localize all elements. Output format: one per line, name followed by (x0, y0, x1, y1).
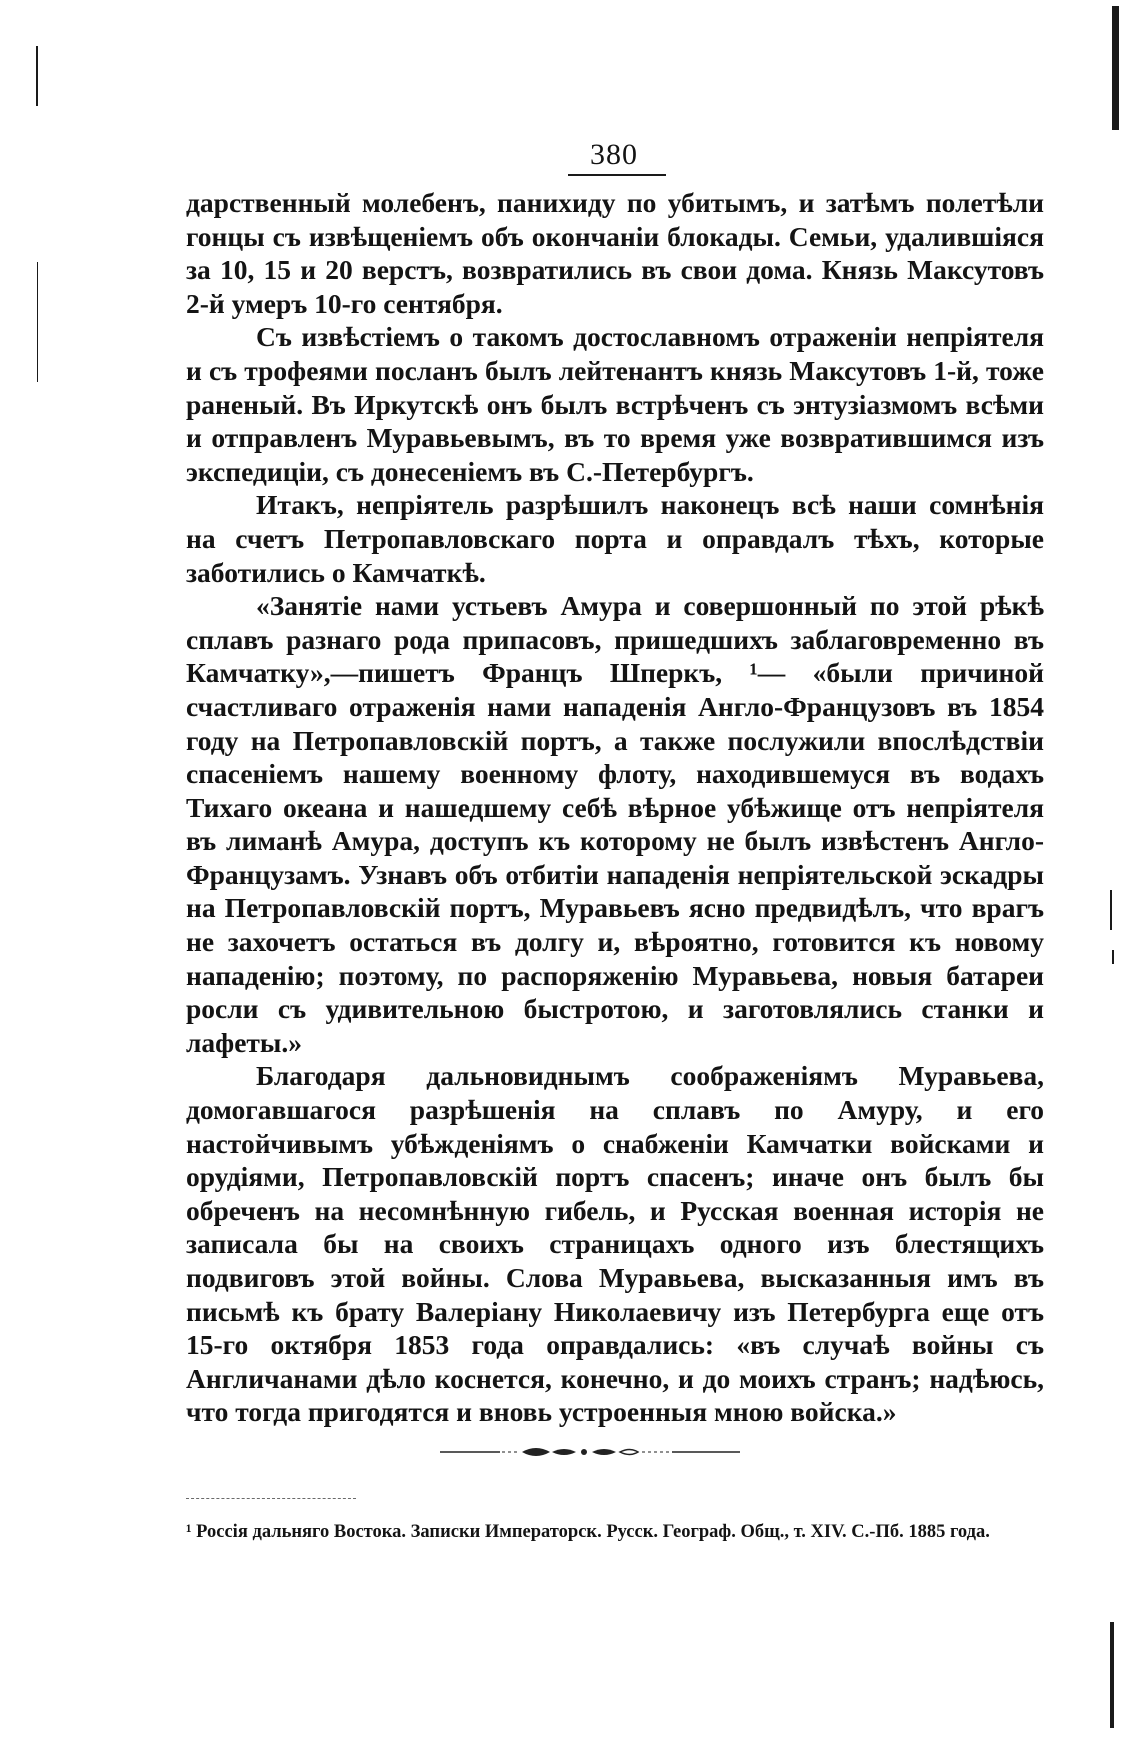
page-number-underline (568, 174, 666, 176)
paragraph-continuation: дарственный молебенъ, панихиду по убитымъ, и затѣмъ полетѣли гонцы съ извѣщеніемъ объ окончаніи блокады. Семьи, удалившіяся за 10, 15 и 20 верстъ, возвратились въ свои дома. Князь Максутовъ 2-й умеръ 10-го сентября. (186, 187, 1044, 319)
footnote-separator (186, 1498, 356, 1500)
paragraph: «Занятіе нами устьевъ Амура и совершонный по этой рѣкѣ сплавъ разнаго рода припасовъ, пришедшихъ заблаговременно въ Камчатку»,—пишетъ Францъ Шперкъ, ¹— «были причиной счастливаго отраженія нами нападенія Англо-Французовъ въ 1854 году на Петропавловскій портъ, а также послужили впослѣдствіи спасеніемъ нашему военному флоту, находившемуся въ водахъ Тихаго океана и нашедшему себѣ вѣрное убѣжище отъ непріятеля въ лиманѣ Амура, доступъ къ которому не былъ извѣстенъ Англо-Французамъ. Узнавъ объ отбитіи нападенія непріятельской эскадры на Петропавловскій портъ, Муравьевъ ясно предвидѣлъ, что врагъ не захочетъ остаться въ долгу и, вѣроятно, готовится къ новому нападенію; поэтому, по распоряженію Муравьева, новыя батареи росли съ удивительною быстротою, и заготовлялись станки и лафеты.» (186, 590, 1044, 1058)
scan-edge-mark-top-right (1112, 6, 1119, 130)
footnote: ¹ Россія дальняго Востока. Записки Императорск. Русск. Географ. Общ., т. XIV. С.-Пб. 1885 года. (186, 1522, 990, 1542)
main-text (186, 186, 1044, 1429)
scan-edge-mark-bottom-right (1110, 1622, 1114, 1728)
paragraph: Благодаря дальновиднымъ соображеніямъ Муравьева, домогавшагося разрѣшенія на сплавъ по Амуру, и его настойчивымъ убѣжденіямъ о снабженіи Камчатки войсками и орудіями, Петропавловскій портъ спасенъ; иначе онъ былъ бы обреченъ на несомнѣнную гибель, и Русская военная исторія не записала бы на своихъ страницахъ одного изъ блестящихъ подвиговъ этой войны. Слова Муравьева, высказанныя имъ въ письмѣ къ брату Валеріану Николаевичу изъ Петербурга еще отъ 15-го октября 1853 года оправдались: «въ случаѣ войны съ Англичанами дѣло коснется, конечно, и до моихъ странъ; надѣюсь, что тогда пригодятся и вновь устроенныя мною войска.» (186, 1060, 1044, 1428)
paragraph: Итакъ, непріятель разрѣшилъ наконецъ всѣ наши сомнѣнія на счетъ Петропавловскаго порта и оправдалъ тѣхъ, которые заботились о Камчаткѣ. (186, 489, 1044, 588)
scan-edge-mark-right-1 (1110, 890, 1112, 930)
scan-edge-mark-right-2 (1112, 950, 1114, 964)
scan-edge-mark-top-left (36, 46, 38, 106)
paragraph: Съ извѣстіемъ о такомъ достославномъ отраженіи непріятеля и съ трофеями посланъ былъ лейтенантъ князь Максутовъ 1-й, тоже раненый. Въ Иркутскѣ онъ былъ встрѣченъ съ энтузіазмомъ всѣми и отправленъ Муравьевымъ, въ то время уже возвратившимся изъ экспедиціи, съ донесеніемъ въ С.-Петербургъ. (186, 321, 1044, 487)
ornamental-divider (440, 1442, 740, 1462)
scan-edge-mark-left (37, 262, 38, 382)
page-number: 380 (590, 138, 638, 171)
